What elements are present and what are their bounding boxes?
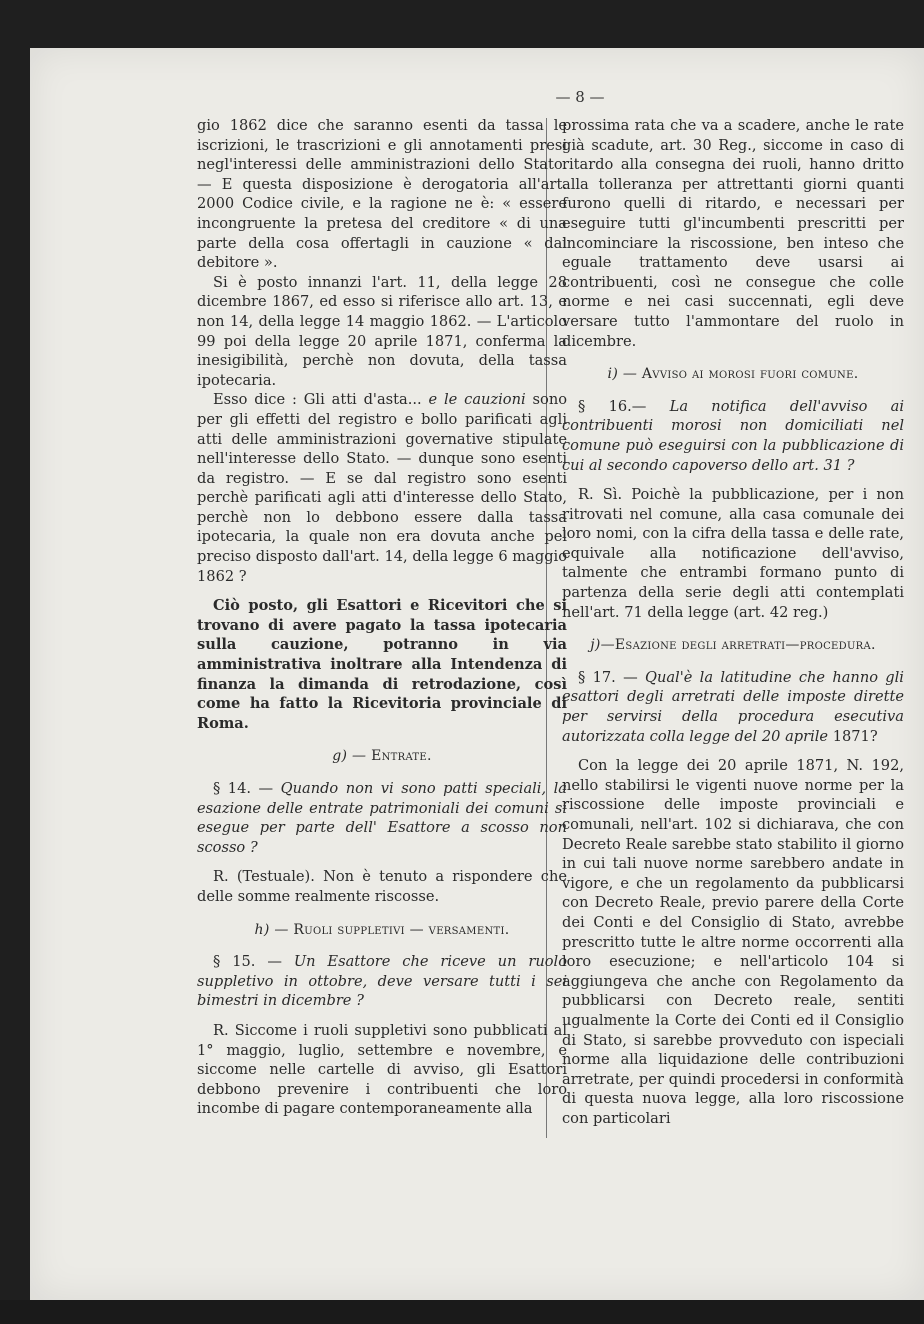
section-heading-h	[197, 921, 567, 941]
section-heading-g	[197, 747, 567, 767]
heading-text: Esazione degli arretrati—procedura.	[614, 637, 876, 654]
section-heading-i	[562, 365, 904, 385]
heading-letter: i) —	[607, 366, 642, 383]
question-16	[562, 397, 904, 475]
heading-letter: g) —	[332, 748, 372, 765]
heading-letter: j)—	[590, 637, 615, 654]
question-number: § 16.—	[578, 397, 670, 415]
question-17	[562, 668, 904, 746]
left-column	[197, 116, 567, 1119]
question-text: Quando non vi sono patti speciali, la esazione delle entrate patrimoniali dei comuni si esegue per parte dell' Esattore a scosso non scosso ?	[197, 780, 567, 856]
question-15	[197, 952, 567, 1011]
question-text: Qual'è la latitudine che hanno gli esattori degli arretrati delle imposte dirette per servirsi della procedura esecutiva autorizzata colla legge del 20 aprile	[562, 668, 904, 745]
heading-text: Avviso ai morosi fuori comune.	[641, 366, 859, 383]
heading-letter: h) —	[254, 921, 294, 938]
paragraph: prossima rata che va a scadere, anche le rate già scadute, art. 30 Reg., siccome in caso di ritardo alla consegna dei ruoli, hanno dritto alla tolleranza per attrettanti giorni quanti furono quelli di ritardo, e necessari per eseguire tutti gl'incumbenti prescritti per incominciare la riscossione, ben inteso che eguale trattamento deve usarsi ai contribuenti, così ne consegue che colle norme e nei casi succennati, egli deve versare tutto l'ammontare del ruolo in dicembre.	[562, 117, 904, 350]
scanned-page	[30, 48, 924, 1300]
heading-text: Entrate.	[371, 748, 432, 765]
question-14	[197, 779, 567, 857]
paragraph: gio 1862 dice che saranno esenti da tassa le iscrizioni, le trascrizioni e gli annotamenti presi negl'interessi delle amministrazioni dello Stato. — E questa disposizione è derogatoria all'art. 2000 Codice civile, e la ragione ne è: « essere incongruente la pretesa del creditore « di una parte della cosa offertagli in cauzione « dal debitore ».	[197, 117, 567, 272]
question-year: 1871?	[832, 727, 878, 745]
question-number: § 14. —	[213, 780, 281, 797]
paragraph	[197, 390, 567, 586]
page-number: — 8 —	[555, 88, 605, 106]
question-number: § 15. —	[213, 953, 294, 971]
heading-text: Ruoli suppletivi — versamenti.	[293, 921, 510, 938]
answer-14: R. (Testuale). Non è tenuto a rispondere che delle somme realmente riscosse.	[197, 868, 567, 905]
paragraph-text: Si è posto innanzi l'art. 11, della legge 28 dicembre 1867, ed esso si riferisce allo art. 13, e non 14, della legge 14 maggio 1862. — L'articolo 99 poi della legge 20 aprile 1871, conferma la inesigibilità, perchè non dovuta, della tassa ipotecaria.	[197, 273, 567, 389]
italic-text: e le cauzioni	[428, 391, 526, 409]
section-heading-j	[562, 636, 904, 656]
paragraph-text: sono per gli effetti del registro e bollo parificati agli atti delle amministrazioni governative stipulate nell'interesse dello Stato. — dunque sono esenti da registro. — E se dal registro sono esenti perchè parificati agli atti d'interesse dello Stato, perchè non lo debbono essere dalla tassa ipotecaria, la quale non era dovuta anche pel preciso disposto dall'art. 14, della legge 6 maggio 1862 ?	[197, 391, 568, 585]
bold-paragraph: Ciò posto, gli Esattori e Ricevitori che si trovano di avere pagato la tassa ipotecaria sulla cauzione, potranno in via amministrativa inoltrare alla Intendenza di finanza la dimanda di retrodazione, così come ha fatto la Ricevitoria provinciale di Roma.	[197, 597, 567, 732]
answer-17: Con la legge dei 20 aprile 1871, N. 192, nello stabilirsi le vigenti nuove norme per la riscossione delle imposte provinciali e comunali, nell'art. 102 si dichiarava, che con Decreto Reale sarebbe stato stabilito il giorno in cui tali nuove norme sarebbero andate in vigore, e che un regolamento da pubblicarsi con Decreto Reale, previo parere della Corte dei Conti e del Consiglio di Stato, avrebbe prescritto tutte le altre norme occorrenti alla loro esecuzione; e nell'articolo 104 si aggiungeva che anche con Regolamento da pubblicarsi con Decreto reale, sentiti ugualmente la Corte dei Conti ed il Consiglio di Stato, si sarebbe provveduto con ispeciali norme alla liquidazione delle contribuzioni arretrate, per quindi procedersi in conformità di questa nuova legge, alla loro riscossione con particolari	[562, 757, 904, 1127]
scan-border	[0, 1300, 924, 1324]
question-text: La notifica dell'avviso ai contribuenti morosi non domiciliati nel comune può eseguirsi con la pubblicazione di cui al secondo capoverso dello art. 31 ?	[562, 397, 904, 474]
right-column	[562, 116, 904, 1129]
question-number: § 17. —	[578, 668, 645, 686]
paragraph	[197, 273, 567, 391]
paragraph-text: Esso dice : Gli atti d'asta...	[213, 391, 429, 409]
answer-15: R. Siccome i ruoli suppletivi sono pubblicati al 1° maggio, luglio, settembre e novembre, e siccome nelle cartelle di avviso, gli Esattori debbono prevenire i contribuenti che loro incombe di pagare contemporaneamente alla	[197, 1021, 567, 1118]
question-text: Un Esattore che riceve un ruolo suppletivo in ottobre, deve versare tutti i sei bimestri in dicembre ?	[197, 953, 567, 1010]
answer-16: R. Sì. Poichè la pubblicazione, per i non ritrovati nel comune, alla casa comunale dei loro nomi, con la cifra della tassa e delle rate, equivale alla notificazione dell'avviso, talmente che entrambi formano punto di partenza della serie degli atti contemplati nell'art. 71 della legge (art. 42 reg.)	[562, 486, 904, 621]
